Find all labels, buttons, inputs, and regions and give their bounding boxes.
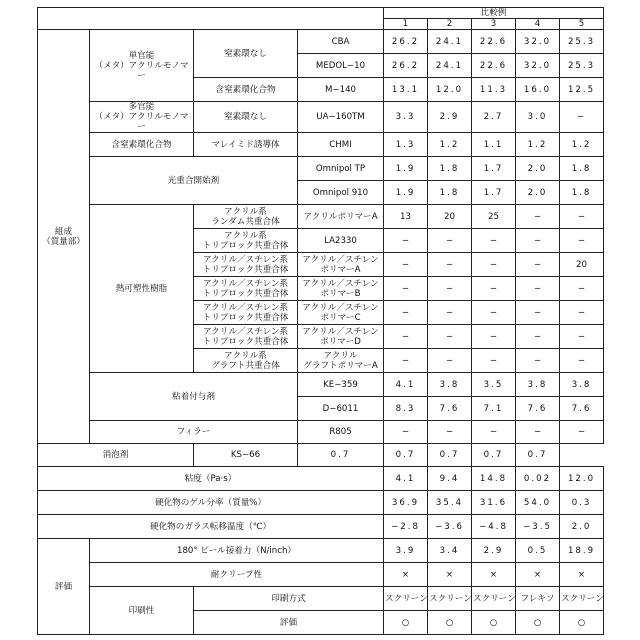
value-cell: −3.5 <box>516 515 560 539</box>
material-chmi: CHMI <box>298 133 384 157</box>
value-cell: 13 <box>384 205 428 229</box>
col-header-4: 4 <box>516 19 560 30</box>
value-cell: 14.8 <box>472 467 516 491</box>
value-cell: 4.1 <box>384 373 428 397</box>
value-cell: スクリーン <box>472 587 516 611</box>
category-filler: フィラー <box>90 421 298 444</box>
value-cell: 2.9 <box>472 539 516 563</box>
material-omnipol-910: Omnipol 910 <box>298 181 384 205</box>
value-cell: − <box>560 229 604 253</box>
col-header-5: 5 <box>560 19 604 30</box>
value-cell: フレキソ <box>516 587 560 611</box>
value-cell: − <box>384 229 428 253</box>
value-cell: スクリーン <box>428 587 472 611</box>
category-multi-functional: 多官能 （メタ）アクリルモノマー <box>90 102 194 133</box>
value-cell: 2.9 <box>428 102 472 133</box>
sub-acryl-styrene-triblock: アクリル／スチレン系 トリブロック共重合体 <box>194 325 298 349</box>
value-cell: 1.7 <box>472 157 516 181</box>
value-cell: − <box>472 349 516 373</box>
value-cell: 1.1 <box>472 133 516 157</box>
value-cell: 1.9 <box>384 157 428 181</box>
value-cell: − <box>560 205 604 229</box>
value-cell: − <box>428 253 472 277</box>
value-cell: 2.0 <box>560 515 604 539</box>
value-cell: − <box>472 325 516 349</box>
value-cell: − <box>516 253 560 277</box>
value-cell: ○ <box>384 611 428 635</box>
value-cell: ○ <box>472 611 516 635</box>
value-cell: 1.2 <box>560 133 604 157</box>
value-cell: 16.0 <box>516 78 560 102</box>
value-cell: − <box>516 301 560 325</box>
sub-no-nitrogen-ring-2: 窒素環なし <box>194 102 298 133</box>
value-cell: 0.3 <box>560 491 604 515</box>
material-as-polymer-d: アクリル／スチレン ポリマーD <box>298 325 384 349</box>
value-cell: 1.8 <box>560 181 604 205</box>
value-cell: 24.1 <box>428 30 472 54</box>
value-cell: − <box>516 421 560 444</box>
property-print-evaluation: 評価 <box>194 611 384 635</box>
value-cell: − <box>472 301 516 325</box>
value-cell: × <box>560 563 604 587</box>
value-cell: − <box>516 205 560 229</box>
material-m140: M−140 <box>298 78 384 102</box>
section-evaluation: 評価 <box>38 539 90 635</box>
value-cell: − <box>472 277 516 301</box>
category-defoamer: 消泡剤 <box>38 444 194 467</box>
material-r805: R805 <box>298 421 384 444</box>
value-cell: − <box>384 421 428 444</box>
material-as-polymer-c: アクリル／スチレン ポリマーC <box>298 301 384 325</box>
value-cell: − <box>472 229 516 253</box>
value-cell: − <box>560 277 604 301</box>
value-cell: − <box>516 325 560 349</box>
value-cell: − <box>560 349 604 373</box>
property-glass-transition: 硬化物のガラス転移温度（℃） <box>38 515 384 539</box>
material-ke359: KE−359 <box>298 373 384 397</box>
category-mono-functional: 単官能 （メタ）アクリルモノマー <box>90 30 194 102</box>
value-cell: 0.7 <box>384 444 428 467</box>
value-cell: ○ <box>516 611 560 635</box>
value-cell: 3.3 <box>384 102 428 133</box>
value-cell: 1.8 <box>560 157 604 181</box>
value-cell: 12.0 <box>560 467 604 491</box>
value-cell: 24.1 <box>428 54 472 78</box>
value-cell: 7.6 <box>560 397 604 421</box>
value-cell: 11.3 <box>472 78 516 102</box>
value-cell: 1.9 <box>384 181 428 205</box>
value-cell: − <box>428 277 472 301</box>
material-d6011: D−6011 <box>298 397 384 421</box>
value-cell: 3.9 <box>384 539 428 563</box>
value-cell: − <box>428 325 472 349</box>
comparison-table <box>37 7 604 635</box>
material-medol: MEDOL−10 <box>298 54 384 78</box>
category-thermoplastic: 熱可塑性樹脂 <box>90 205 194 373</box>
property-gel-fraction: 硬化物のゲル分率（質量%） <box>38 491 384 515</box>
value-cell: 2.0 <box>516 157 560 181</box>
value-cell: 1.7 <box>472 181 516 205</box>
value-cell: − <box>516 349 560 373</box>
property-print-method: 印刷方式 <box>194 587 384 611</box>
sub-acryl-random: アクリル系 ランダム共重合体 <box>194 205 298 229</box>
header-blank <box>38 8 384 30</box>
value-cell: 3.8 <box>428 373 472 397</box>
value-cell: − <box>516 277 560 301</box>
value-cell: 25 <box>472 205 516 229</box>
value-cell: 0.5 <box>516 539 560 563</box>
value-cell: 25.3 <box>560 54 604 78</box>
value-cell: 26.2 <box>384 54 428 78</box>
value-cell: 7.1 <box>472 397 516 421</box>
value-cell: 0.02 <box>516 467 560 491</box>
material-as-polymer-b: アクリル／スチレン ポリマーB <box>298 277 384 301</box>
sub-acryl-styrene-triblock: アクリル／スチレン系 トリブロック共重合体 <box>194 301 298 325</box>
material-ks66: KS−66 <box>194 444 298 467</box>
value-cell: − <box>560 421 604 444</box>
value-cell: − <box>472 421 516 444</box>
sub-acryl-styrene-triblock: アクリル／スチレン系 トリブロック共重合体 <box>194 253 298 277</box>
property-creep-resistance: 耐クリープ性 <box>90 563 384 587</box>
value-cell: 18.9 <box>560 539 604 563</box>
value-cell: × <box>428 563 472 587</box>
sub-acryl-graft: アクリル系 グラフト共重合体 <box>194 349 298 373</box>
value-cell: − <box>472 253 516 277</box>
category-tackifier: 粘着付与剤 <box>90 373 298 421</box>
value-cell: 32.0 <box>516 54 560 78</box>
sub-acryl-triblock: アクリル系 トリブロック共重合体 <box>194 229 298 253</box>
value-cell: 4.1 <box>384 467 428 491</box>
value-cell: 1.2 <box>428 133 472 157</box>
value-cell: 22.6 <box>472 30 516 54</box>
value-cell: − <box>428 349 472 373</box>
value-cell: ○ <box>560 611 604 635</box>
value-cell: 8.3 <box>384 397 428 421</box>
value-cell: − <box>384 301 428 325</box>
value-cell: 20 <box>428 205 472 229</box>
value-cell: 35.4 <box>428 491 472 515</box>
section-composition: 組成 （質量部） <box>38 30 90 444</box>
value-cell: 0.7 <box>428 444 472 467</box>
value-cell: 0.7 <box>516 444 560 467</box>
header-group-label: 比較例 <box>384 8 604 19</box>
value-cell: スクリーン <box>384 587 428 611</box>
value-cell: 20 <box>560 253 604 277</box>
material-omnipol-tp: Omnipol TP <box>298 157 384 181</box>
value-cell: −3.6 <box>428 515 472 539</box>
value-cell: 3.0 <box>516 102 560 133</box>
value-cell: 25.3 <box>560 30 604 54</box>
sub-no-nitrogen-ring: 窒素環なし <box>194 30 298 78</box>
value-cell: −2.8 <box>384 515 428 539</box>
value-cell: 12.5 <box>560 78 604 102</box>
value-cell: 13.1 <box>384 78 428 102</box>
category-printability: 印刷性 <box>90 587 194 635</box>
value-cell: − <box>560 301 604 325</box>
value-cell: 32.0 <box>516 30 560 54</box>
value-cell: − <box>428 229 472 253</box>
value-cell: 1.3 <box>384 133 428 157</box>
value-cell: − <box>384 325 428 349</box>
value-cell: 7.6 <box>516 397 560 421</box>
value-cell: − <box>428 421 472 444</box>
value-cell: 3.4 <box>428 539 472 563</box>
material-la2330: LA2330 <box>298 229 384 253</box>
value-cell: 26.2 <box>384 30 428 54</box>
material-as-polymer-a: アクリル／スチレン ポリマーA <box>298 253 384 277</box>
value-cell: 3.5 <box>472 373 516 397</box>
sub-acryl-styrene-triblock: アクリル／スチレン系 トリブロック共重合体 <box>194 277 298 301</box>
material-ua160tm: UA−160TM <box>298 102 384 133</box>
material-graft-polymer-a: アクリル グラフトポリマーA <box>298 349 384 373</box>
document-page <box>0 0 640 640</box>
value-cell: 1.8 <box>428 157 472 181</box>
value-cell: 0.7 <box>472 444 516 467</box>
value-cell: − <box>384 277 428 301</box>
value-cell: − <box>384 253 428 277</box>
value-cell: − <box>428 301 472 325</box>
value-cell: ○ <box>428 611 472 635</box>
value-cell: 3.8 <box>560 373 604 397</box>
value-cell: 36.9 <box>384 491 428 515</box>
value-cell: − <box>516 229 560 253</box>
value-cell: 54.0 <box>516 491 560 515</box>
material-cba: CBA <box>298 30 384 54</box>
material-acrylic-polymer-a: アクリルポリマーA <box>298 205 384 229</box>
value-cell: 9.4 <box>428 467 472 491</box>
sub-nitrogen-ring: 含窒素環化合物 <box>194 78 298 102</box>
property-peel-strength: 180° ピール接着力（N/inch） <box>90 539 384 563</box>
value-cell: 22.6 <box>472 54 516 78</box>
value-cell: 1.2 <box>516 133 560 157</box>
category-nitrogen-ring: 含窒素環化合物 <box>90 133 194 157</box>
value-cell: × <box>472 563 516 587</box>
value-cell: 0.7 <box>298 444 384 467</box>
value-cell: スクリーン <box>560 587 604 611</box>
value-cell: 3.8 <box>516 373 560 397</box>
col-header-3: 3 <box>472 19 516 30</box>
value-cell: 12.0 <box>428 78 472 102</box>
value-cell: × <box>384 563 428 587</box>
category-photoinitiator: 光重合開始剤 <box>90 157 298 205</box>
col-header-2: 2 <box>428 19 472 30</box>
value-cell: × <box>516 563 560 587</box>
value-cell: 2.0 <box>516 181 560 205</box>
value-cell: 31.6 <box>472 491 516 515</box>
value-cell: − <box>384 349 428 373</box>
value-cell: 7.6 <box>428 397 472 421</box>
sub-maleimide: マレイミド誘導体 <box>194 133 298 157</box>
value-cell: −4.8 <box>472 515 516 539</box>
value-cell: − <box>560 325 604 349</box>
property-viscosity: 粘度（Pa·s） <box>38 467 384 491</box>
value-cell: − <box>560 102 604 133</box>
value-cell: 2.7 <box>472 102 516 133</box>
value-cell: 1.8 <box>428 181 472 205</box>
col-header-1: 1 <box>384 19 428 30</box>
